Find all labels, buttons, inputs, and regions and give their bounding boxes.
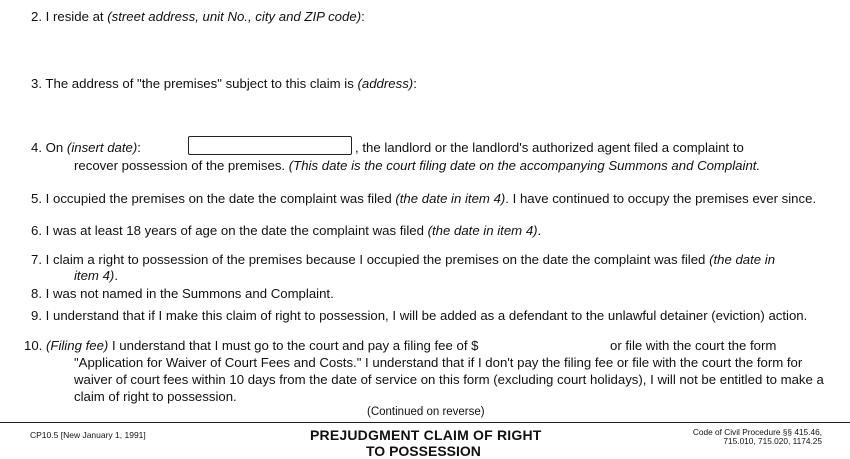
- item-2-suffix: :: [361, 9, 365, 24]
- item-6-prefix: 6. I was at least 18 years of age on the date the complaint was filed: [31, 223, 428, 238]
- continued-on-reverse: (Continued on reverse): [367, 406, 485, 418]
- item-5-label: [31, 190, 816, 207]
- code-reference-line1: Code of Civil Procedure §§ 415.46,: [692, 427, 822, 437]
- residence-address-field[interactable]: [60, 28, 820, 68]
- item-7-line2-italic: item 4): [74, 268, 115, 283]
- item-2-prefix: 2. I reside at: [31, 9, 108, 24]
- code-reference: [693, 428, 822, 446]
- item-9-label: 9. I understand that if I make this claim of right to possession, I will be added as a defendant to the unlawful detainer (eviction) action.: [31, 308, 808, 323]
- item-7-line2-suffix: .: [114, 268, 118, 283]
- item-10-italic: (Filing fee): [46, 338, 109, 353]
- item-5-italic: (the date in item 4): [395, 191, 506, 206]
- item-6-label: [31, 222, 541, 239]
- item-3-suffix: :: [413, 76, 417, 91]
- item-10-label: [24, 337, 479, 354]
- filing-date-input[interactable]: [188, 136, 352, 155]
- item-4-italic: (insert date): [66, 140, 138, 155]
- item-4-label: [31, 139, 141, 156]
- form-id: CP10.5 [New January 1, 1991]: [30, 430, 146, 440]
- item-7-label: [31, 251, 775, 268]
- item-10-text1: I understand that I must go to the court and pay a filing fee of $: [108, 338, 479, 353]
- item-7-line2: [74, 267, 118, 284]
- item-2-italic: (street address, unit No., city and ZIP code): [107, 9, 362, 24]
- item-10-line4: claim of right to possession.: [74, 389, 237, 404]
- premises-address-field[interactable]: [60, 95, 820, 133]
- item-4-prefix: 4. On: [31, 140, 67, 155]
- item-8-label: 8. I was not named in the Summons and Complaint.: [31, 286, 334, 301]
- item-3-prefix: 3. The address of "the premises" subject to this claim is: [31, 76, 358, 91]
- item-4-after: , the landlord or the landlord's authorized agent filed a complaint to: [355, 140, 744, 155]
- form-title: PREJUDGMENT CLAIM OF RIGHT: [310, 427, 542, 443]
- item-6-italic: (the date in item 4): [427, 223, 538, 238]
- item-7-italic: (the date in: [709, 252, 776, 267]
- footer-divider: [0, 422, 850, 423]
- code-reference-line2: 715.010, 715.020, 1174.25: [723, 436, 822, 446]
- item-3-label: [31, 75, 417, 92]
- item-4-line2-italic: (This date is the court filing date on the accompanying Summons and Complaint.: [288, 158, 761, 173]
- item-10-line2: "Application for Waiver of Court Fees and Costs." I understand that if I don't pay the filing fee or file with the court the form for: [74, 355, 803, 370]
- item-3-italic: (address): [357, 76, 414, 91]
- item-5-prefix: 5. I occupied the premises on the date the complaint was filed: [31, 191, 396, 206]
- filing-fee-amount-input[interactable]: [494, 336, 604, 353]
- item-10-text1b: or file with the court the form: [610, 338, 777, 353]
- item-4-colon: :: [137, 140, 141, 155]
- item-7-prefix: 7. I claim a right to possession of the premises because I occupied the premises on the date the complaint was filed: [31, 252, 710, 267]
- item-5-suffix: . I have continued to occupy the premises ever since.: [505, 191, 817, 206]
- item-4-line2-plain: recover possession of the premises.: [74, 158, 289, 173]
- item-2-label: [31, 8, 365, 25]
- item-10-number: 10.: [24, 338, 46, 353]
- item-4-line2: [74, 157, 760, 174]
- item-10-line3: waiver of court fees within 10 days from the date of service on this form (excluding court holidays), I will not be entitled to make a: [74, 372, 824, 387]
- form-title-line2: TO POSSESSION: [366, 443, 481, 459]
- item-6-suffix: .: [537, 223, 542, 238]
